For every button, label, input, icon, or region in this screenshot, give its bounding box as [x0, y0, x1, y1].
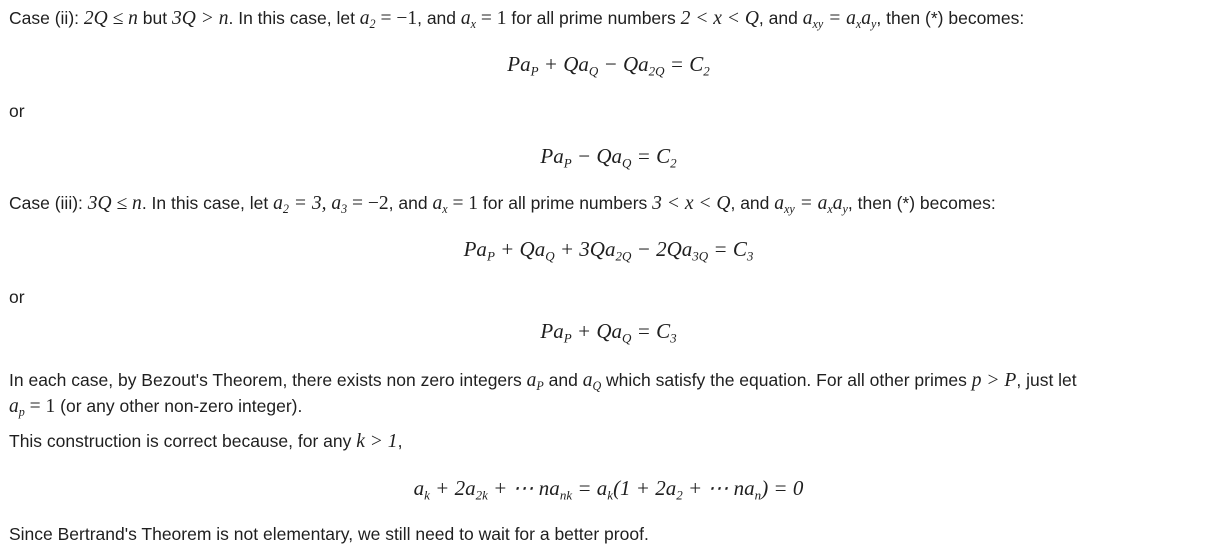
eq-part: − 2Qa	[631, 237, 693, 261]
bezout-paragraph-line-1	[9, 369, 1077, 392]
text: which satisfy the equation. For all other primes	[601, 370, 972, 390]
or-text-1: or	[9, 101, 25, 121]
text: , and	[730, 193, 775, 213]
math-inline: 3Q > n	[171, 8, 229, 29]
eq-part: + ⋯ na	[682, 476, 755, 500]
eq-sub: 2Q	[615, 248, 632, 264]
text: , and	[388, 193, 433, 213]
eq-part: = C	[631, 144, 671, 168]
eq-part: + 3Qa	[554, 237, 616, 261]
math-var: a	[273, 193, 283, 214]
text: , and	[417, 8, 461, 28]
eq-sub: 2	[703, 63, 710, 79]
case-label: Case (iii):	[9, 193, 88, 213]
math-var: a	[861, 8, 871, 29]
eq-part: Pa	[540, 144, 564, 168]
eq-sub: P	[530, 63, 539, 79]
text: (or any other non-zero integer).	[55, 396, 303, 416]
text: , then (*) becomes:	[847, 193, 996, 213]
math-rest: = 1	[447, 193, 479, 214]
text: and	[543, 370, 583, 390]
text: for all prime numbers	[478, 193, 653, 213]
eq-part: + ⋯ na	[487, 476, 560, 500]
math-sub: 3	[341, 202, 348, 217]
math-inline	[273, 193, 389, 217]
math-sub: Q	[592, 379, 602, 394]
eq-part: − Qa	[598, 52, 649, 76]
text: , just let	[1016, 370, 1077, 390]
equation-4	[0, 317, 1217, 345]
math-inline	[432, 193, 479, 217]
eq-sub: Q	[545, 248, 555, 264]
math-inline	[9, 396, 56, 420]
eq-sub: nk	[559, 487, 573, 503]
math-sub: x	[827, 202, 833, 217]
eq-part: Pa	[540, 319, 564, 343]
math-var: a	[460, 8, 471, 29]
text: , then (*) becomes:	[876, 8, 1025, 28]
math-rest: = a	[823, 8, 856, 29]
equation-2	[0, 142, 1217, 170]
math-inline: 2Q ≤ n	[83, 8, 138, 29]
math-sub: xy	[812, 17, 824, 32]
math-inline: k > 1	[356, 431, 398, 452]
eq-sub: 3Q	[692, 248, 709, 264]
text: , and	[758, 8, 803, 28]
text: ,	[397, 431, 403, 451]
bezout-paragraph-line-2	[9, 395, 302, 418]
case-label: Case (ii):	[9, 8, 84, 28]
math-rest: = 3, a	[288, 193, 342, 214]
math-inline	[359, 8, 418, 32]
eq-part: + 2a	[429, 476, 476, 500]
math-sub: 2	[282, 202, 289, 217]
eq-sub: 2	[676, 487, 683, 503]
math-inline	[802, 8, 877, 32]
construction-paragraph	[9, 430, 402, 453]
math-inline: p > P	[971, 370, 1017, 391]
math-var: a	[832, 193, 843, 214]
text: for all prime numbers	[506, 8, 681, 28]
eq-part: = C	[708, 237, 747, 261]
eq-part: = C	[664, 52, 704, 76]
eq-sub: P	[563, 155, 572, 171]
math-inline	[460, 8, 507, 32]
text: . In this case, let	[141, 193, 274, 213]
math-rest: = 1	[476, 8, 507, 29]
math-inline	[774, 193, 848, 217]
case-iii-paragraph	[9, 192, 996, 215]
text: This construction is correct because, for any	[9, 431, 357, 451]
eq-sub: Q	[622, 330, 632, 346]
math-var: a	[359, 8, 370, 29]
math-inline: 3 < x < Q	[652, 193, 731, 214]
math-sub: p	[18, 405, 25, 420]
eq-sub: n	[754, 487, 762, 503]
math-sub: P	[536, 379, 544, 394]
eq-sub: k	[607, 487, 614, 503]
math-sub: x	[442, 202, 448, 217]
eq-sub: P	[486, 248, 495, 264]
eq-part: Pa	[507, 52, 531, 76]
text: In each case, by Bezout's Theorem, there exists non zero integers	[9, 370, 527, 390]
case-ii-paragraph	[9, 7, 1024, 30]
text: . In this case, let	[228, 8, 360, 28]
math-var: a	[432, 193, 443, 214]
eq-sub: Q	[588, 63, 599, 79]
math-var: a	[802, 8, 813, 29]
math-sub: y	[842, 202, 848, 217]
eq-part: = C	[631, 319, 671, 343]
math-inline: 3Q ≤ n	[87, 193, 142, 214]
eq-part: − Qa	[571, 144, 622, 168]
math-rest: = −2	[347, 193, 389, 214]
math-var: a	[774, 193, 785, 214]
math-var: a	[582, 370, 593, 391]
eq-sub: 2	[670, 155, 677, 171]
eq-part: a	[413, 476, 425, 500]
math-inline	[582, 370, 602, 394]
math-sub: y	[871, 17, 877, 32]
math-inline	[526, 370, 544, 394]
eq-part: + Qa	[571, 319, 622, 343]
math-var: a	[9, 396, 19, 417]
math-inline: 2 < x < Q	[680, 8, 759, 29]
eq-part: + Qa	[538, 52, 589, 76]
equation-1	[0, 50, 1217, 78]
math-rest: = a	[794, 193, 828, 214]
math-sub: xy	[784, 202, 795, 217]
or-text-2: or	[9, 287, 25, 307]
eq-sub: 3	[670, 330, 677, 346]
equation-3	[0, 235, 1217, 263]
eq-part: ) = 0	[761, 476, 804, 500]
eq-part: (1 + 2a	[613, 476, 677, 500]
math-rest: = −1	[375, 8, 418, 29]
eq-sub: Q	[622, 155, 632, 171]
eq-sub: 3	[746, 248, 754, 264]
text: but	[137, 8, 172, 28]
eq-part: Pa	[463, 237, 487, 261]
eq-part: + Qa	[494, 237, 546, 261]
eq-part: = a	[572, 476, 608, 500]
eq-sub: 2k	[475, 487, 488, 503]
equation-5	[0, 474, 1217, 502]
eq-sub: 2Q	[648, 63, 665, 79]
bertrand-paragraph: Since Bertrand's Theorem is not elementary, we still need to wait for a better proof.	[9, 524, 649, 544]
math-rest: = 1	[24, 396, 56, 417]
eq-sub: P	[563, 330, 572, 346]
math-sub: x	[470, 17, 477, 32]
math-sub: 2	[369, 17, 376, 32]
eq-sub: k	[424, 487, 430, 503]
math-var: a	[526, 370, 537, 391]
math-sub: x	[855, 17, 862, 32]
